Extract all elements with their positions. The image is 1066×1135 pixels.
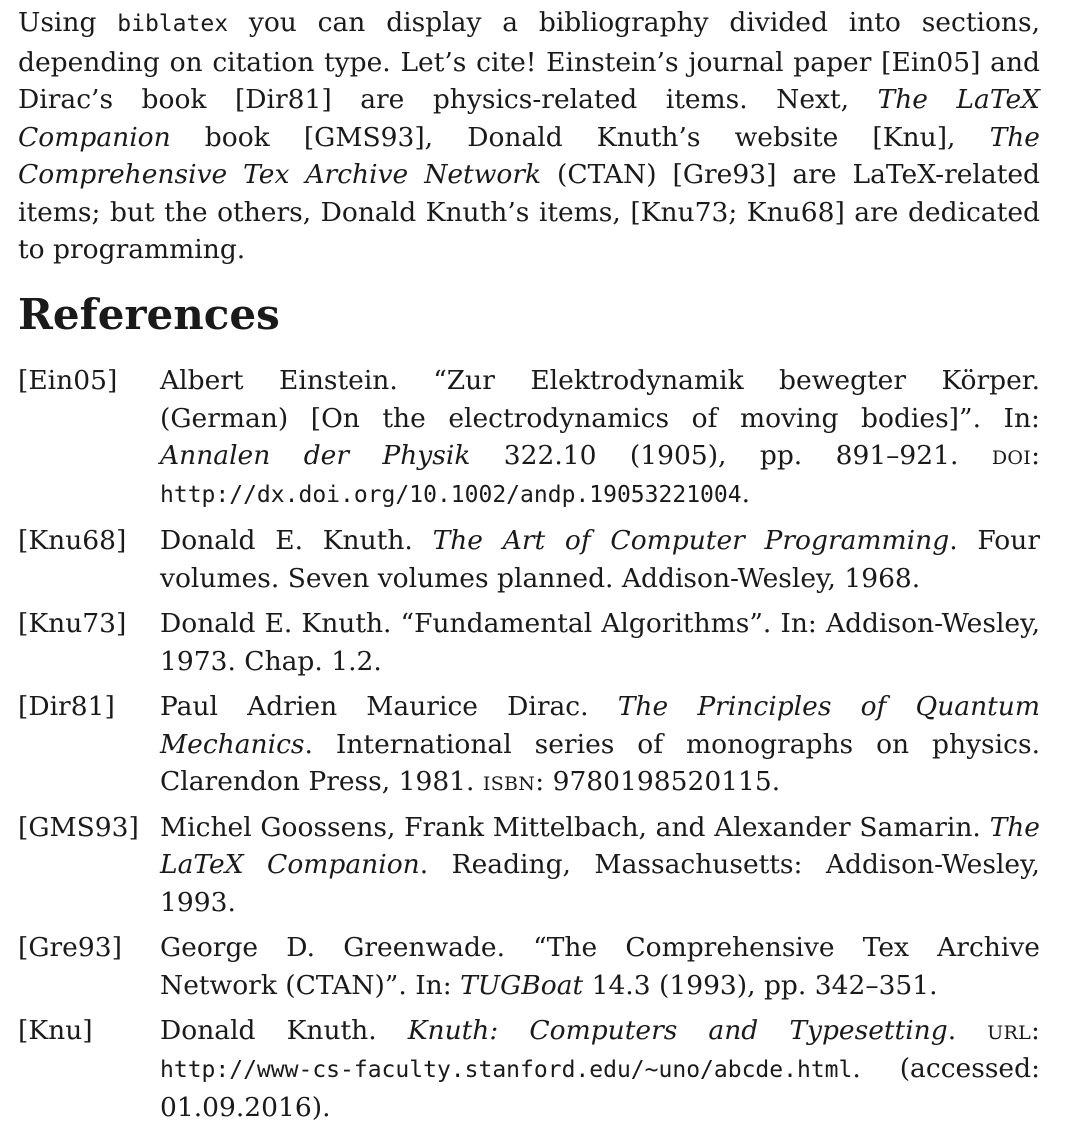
- reference-key: [Knu68]: [18, 525, 127, 556]
- reference-key: [Knu73]: [18, 608, 127, 639]
- reference-part: 14.3 (1993), pp. 342–351.: [583, 969, 938, 1001]
- reference-item: [18, 605, 1040, 680]
- intro-paragraph: [18, 0, 1040, 269]
- reference-item: [18, 362, 1040, 514]
- reference-part: . Reading, Massachusetts: Addison-Wesley, 1993.: [160, 849, 1040, 918]
- url-label: url: [987, 1015, 1032, 1046]
- reference-part: Paul Adrien Maurice Dirac.: [160, 691, 618, 722]
- reference-list: [18, 362, 1040, 1135]
- reference-part: Donald Knuth.: [160, 1015, 408, 1046]
- doi-link[interactable]: http://dx.doi.org/10.1002/andp.19053221004: [160, 481, 742, 508]
- reference-item: [18, 809, 1040, 922]
- doi-label: doi: [991, 440, 1032, 471]
- journal-title: TUGBoat: [460, 969, 584, 1001]
- reference-text: [160, 1012, 1040, 1127]
- reference-key: [Gre93]: [18, 932, 122, 963]
- reference-part: Donald E. Knuth.: [160, 525, 433, 556]
- reference-text: [160, 605, 1040, 680]
- isbn-label: isbn: [482, 766, 536, 797]
- reference-part: :: [535, 766, 553, 797]
- isbn-value: 9780198520115.: [552, 766, 781, 797]
- journal-title: Annalen der Physik: [160, 440, 471, 471]
- reference-item: [18, 929, 1040, 1004]
- reference-item: [18, 1012, 1040, 1127]
- reference-key: [Dir81]: [18, 691, 115, 722]
- reference-part: George D. Greenwade. “The Comprehensive Tex Archive Network (CTAN)”. In:: [160, 932, 1040, 1001]
- reference-key: [Knu]: [18, 1015, 93, 1046]
- references-heading: References: [18, 290, 280, 339]
- reference-part: . Four volumes. Seven volumes planned. Addison-Wesley, 1968.: [160, 525, 1040, 594]
- reference-text: [160, 688, 1040, 801]
- title-latex-companion: The LaTeX Companion: [18, 84, 1040, 153]
- website-title: Knuth: Computers and Typesetting: [407, 1015, 948, 1046]
- reference-part: . International series of monographs on physics. Clarendon Press, 1981.: [160, 728, 1040, 797]
- url-link[interactable]: http://www-cs-faculty.stanford.edu/~uno/abcde.html: [160, 1056, 853, 1083]
- reference-part: 322.10 (1905), pp. 891–921.: [470, 440, 992, 471]
- reference-part: .: [947, 1015, 988, 1046]
- reference-text: [160, 362, 1040, 514]
- reference-part: Michel Goossens, Frank Mittelbach, and Alexander Samarin.: [160, 811, 990, 843]
- package-name: biblatex: [117, 11, 229, 37]
- reference-part: Donald E. Knuth. “Fundamental Algorithms”. In: Addison-Wesley, 1973. Chap. 1.2.: [160, 608, 1040, 677]
- book-title: The Principles of Quantum Mechanics: [160, 691, 1041, 760]
- reference-item: [18, 522, 1040, 597]
- reference-item: [18, 688, 1040, 801]
- reference-part: :: [1031, 440, 1040, 471]
- intro-text-1: Using: [18, 7, 118, 38]
- intro-text-4: (CTAN) [Gre93] are LaTeX-related items; but the others, Donald Knuth’s items, [Knu73; Knu68] are dedicated to programming.: [18, 159, 1040, 265]
- reference-text: [160, 522, 1040, 597]
- reference-part: Albert Einstein. “Zur Elektrodynamik bewegter Körper. (German) [On the electrodynamics of moving bodies]”. In:: [160, 365, 1040, 434]
- reference-part: .: [741, 477, 751, 509]
- intro-text-3: book [GMS93], Donald Knuth’s website [Knu],: [170, 121, 990, 153]
- book-title: The LaTeX Companion: [160, 811, 1040, 880]
- intro-text-2: you can display a bibliography divided into sections, depending on citation type. Let’s cite! Einstein’s journal paper [Ein05] and Dirac’s book [Dir81] are physics-related items. Next,: [18, 7, 1040, 115]
- reference-text: [160, 809, 1040, 922]
- reference-key: [Ein05]: [18, 365, 118, 396]
- reference-text: [160, 929, 1040, 1004]
- title-ctan: The Comprehensive Tex Archive Network: [18, 121, 1040, 190]
- reference-part: :: [1031, 1015, 1040, 1046]
- reference-key: [GMS93]: [18, 811, 139, 843]
- book-title: The Art of Computer Programming: [432, 525, 950, 556]
- reference-part: . (accessed: 01.09.2016).: [160, 1052, 1040, 1123]
